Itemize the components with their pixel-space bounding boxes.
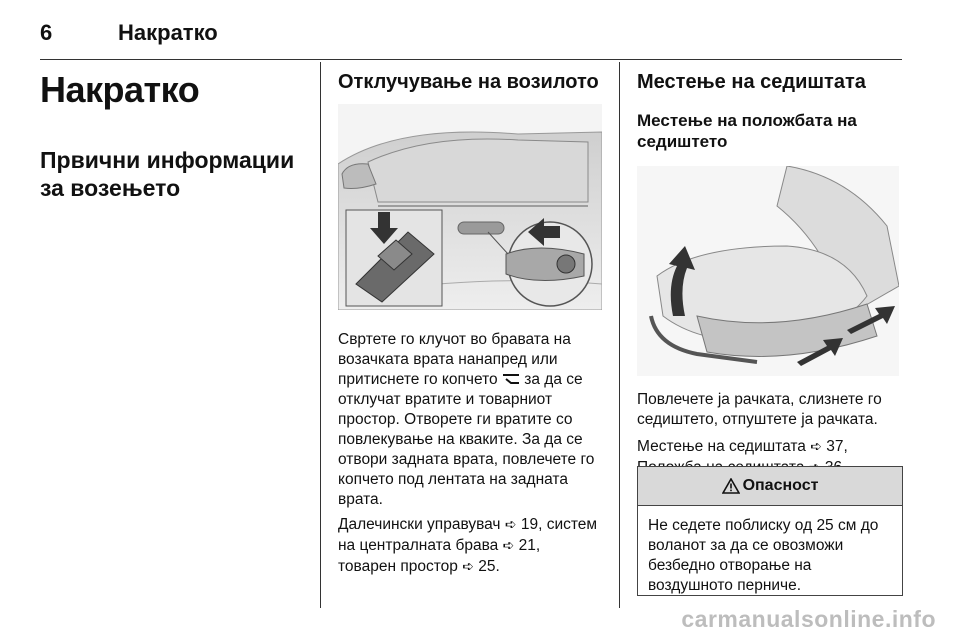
unlock-references	[338, 514, 602, 577]
subheading-seat-position: Местење на положбата на седиштето	[637, 111, 857, 151]
seat-references: Местење на седиштата ➪ 37,	[637, 436, 905, 478]
ref-seat-adjust-label: Местење на седиштата	[637, 438, 811, 455]
ref-cargo-page[interactable]: 25	[478, 558, 496, 575]
column-divider-1	[320, 62, 321, 608]
ref-remote-page[interactable]: 19	[520, 516, 539, 533]
trunk-key-icon	[502, 373, 520, 385]
section-heading-unlocking: Отклучување на возилото	[338, 71, 599, 93]
unlock-instructions	[338, 330, 602, 510]
warning-box	[637, 466, 903, 596]
ref-arrow-icon: ➪	[462, 558, 474, 574]
column-divider-2	[619, 62, 620, 608]
warning-title: Опасност	[742, 477, 819, 494]
ref-arrow-icon: ➪	[504, 516, 517, 532]
seat-adjust-illustration	[637, 166, 899, 376]
header-rule	[40, 59, 902, 60]
ref-arrow-icon: ➪	[810, 438, 822, 454]
section-title: Првични информации за возењето	[40, 147, 295, 201]
page-header	[40, 20, 900, 56]
section-heading-seats: Местење на седиштата	[637, 71, 866, 93]
unlock-text-end: за да се отклучат вратите и товарниот простор. Отворете ги вратите со повлекување на кваките. За да се отвори задната врата, повлечете го копчето под лентата на задната врата.	[338, 371, 595, 508]
ref-seat-adjust-page[interactable]: 37	[826, 438, 844, 455]
column-1	[40, 70, 310, 202]
page-number: 6	[40, 20, 53, 45]
ref-arrow-icon: ➪	[502, 537, 515, 553]
car-door-unlock-illustration	[338, 104, 602, 310]
seat-instructions: Повлечете ја рачката, слизнете го седиштето, отпуштете ја рачката.	[637, 391, 882, 428]
ref-remote-label: Далечински управувач	[338, 516, 505, 533]
ref-cargo-label: , товарен простор	[338, 537, 541, 575]
ref-period: .	[495, 558, 500, 575]
warning-text: Не седете поблиску од 25 см до воланот за да се овозможи безбедно отворање на воздушното перниче.	[648, 517, 879, 594]
column-2	[338, 70, 602, 577]
chapter-title: Накратко	[40, 69, 200, 110]
column-3	[637, 70, 905, 478]
unlock-text-start: Свртете го клучот во бравата на возачката врата нанапред или притиснете го копчето	[338, 331, 571, 388]
watermark: carmanualsonline.info	[681, 606, 936, 632]
ref-central-lock-page[interactable]: 21	[518, 537, 536, 554]
lock-cylinder	[557, 255, 575, 273]
door-handle	[458, 222, 504, 234]
warning-triangle-icon	[722, 478, 740, 494]
ref-central-lock-label: , систем на централната брава	[338, 516, 598, 554]
running-title: Накратко	[118, 20, 218, 45]
warning-header	[638, 467, 902, 506]
